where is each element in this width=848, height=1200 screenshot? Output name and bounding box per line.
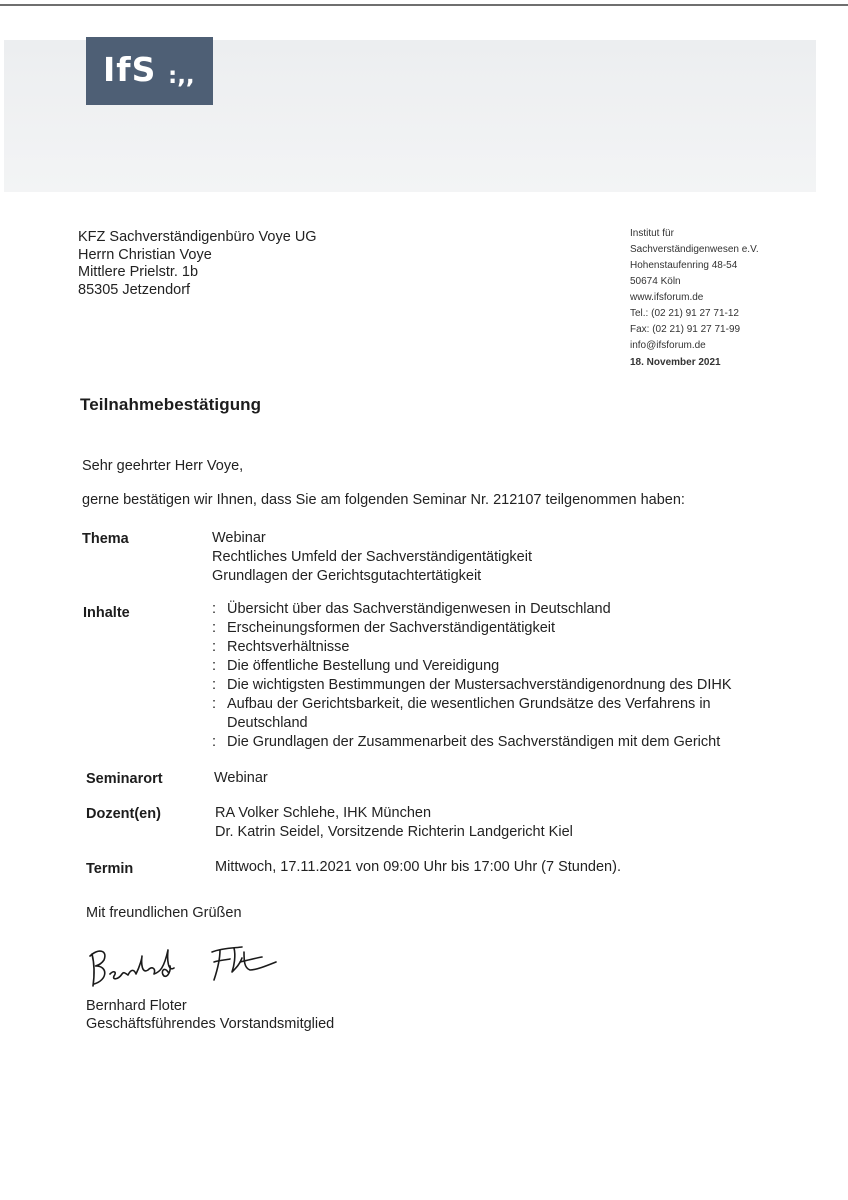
dozent-line: RA Volker Schlehe, IHK München [215,805,432,821]
recipient-line: KFZ Sachverständigenbüro Voye UG [78,229,317,245]
termin-label: Termin [86,861,134,877]
recipient-address [78,229,317,299]
logo-text: IfS [103,50,157,89]
signer-name: Bernhard Floter [86,998,187,1014]
recipient-line: Herrn Christian Voye [78,246,212,263]
inhalte-item [212,638,732,657]
top-rule [0,4,848,6]
sender-email: info@ifsforum.de [630,340,706,351]
thema-label: Thema [82,531,129,547]
inhalte-item-text: Erscheinungsformen der Sachverständigentätigkeit [227,620,556,636]
inhalte-separator: : [212,696,217,712]
recipient-line: 85305 Jetzendorf [78,281,191,298]
document-title: Teilnahmebestätigung [80,395,262,414]
inhalte-list [212,600,732,752]
sender-phone: Tel.: (02 21) 91 27 71-12 [630,308,739,319]
signer-block [86,997,334,1033]
inhalte-item-text: Die wichtigsten Bestimmungen der Mustersachverständigenordnung des DIHK [227,677,732,693]
termin-value: Mittwoch, 17.11.2021 von 09:00 Uhr bis 17:00 Uhr (7 Stunden). [215,859,621,875]
thema-value [212,529,532,586]
signer-role: Geschäftsführendes Vorstandsmitglied [86,1016,335,1032]
inhalte-separator: : [212,601,217,617]
logo-marks: :,, [168,63,195,89]
seminarort-label: Seminarort [86,771,163,787]
sender-address [630,226,759,371]
ifs-logo [86,37,213,105]
dozenten-value [215,804,573,842]
inhalte-separator: : [212,734,217,750]
inhalte-item-text: Rechtsverhältnisse [227,639,350,655]
sender-line: Institut für [630,228,674,239]
inhalte-label: Inhalte [83,605,130,621]
salutation: Sehr geehrter Herr Voye, [82,458,244,474]
sender-website: www.ifsforum.de [630,292,704,303]
handwritten-signature [84,938,294,994]
inhalte-item-text: Die Grundlagen der Zusammenarbeit des Sachverständigen mit dem Gericht [227,734,721,750]
seminarort-value: Webinar [214,770,268,786]
sender-line: 50674 Köln [630,276,681,287]
inhalte-item-text: Übersicht über das Sachverständigenwesen in Deutschland [227,601,611,617]
dozent-line: Dr. Katrin Seidel, Vorsitzende Richterin Landgericht Kiel [215,824,573,840]
thema-line: Grundlagen der Gerichtsgutachtertätigkeit [212,568,482,584]
inhalte-item [212,676,732,695]
inhalte-item-text: Aufbau der Gerichtsbarkeit, die wesentlichen Grundsätze des Verfahrens in [227,696,711,712]
sender-fax: Fax: (02 21) 91 27 71-99 [630,324,741,335]
inhalte-separator: : [212,677,217,693]
intro-text: gerne bestätigen wir Ihnen, dass Sie am folgenden Seminar Nr. 212107 teilgenommen haben: [82,492,685,508]
inhalte-item [212,619,732,638]
signature-text: Bernhard Floter [84,992,91,993]
thema-line: Webinar [212,530,266,546]
sender-line: Hohenstaufenring 48-54 [630,260,738,271]
inhalte-separator: : [212,620,217,636]
inhalte-item-text: Deutschland [227,715,308,731]
thema-line: Rechtliches Umfeld der Sachverständigentätigkeit [212,549,532,565]
inhalte-separator: : [212,658,217,674]
inhalte-item-text: Die öffentliche Bestellung und Vereidigung [227,658,500,674]
recipient-line: Mittlere Prielstr. 1b [78,264,199,281]
letter-date: 18. November 2021 [630,357,721,368]
inhalte-item [212,695,732,733]
sender-line: Sachverständigenwesen e.V. [630,244,759,255]
inhalte-item [212,657,732,676]
inhalte-separator: : [212,639,217,655]
inhalte-item [212,733,732,752]
closing-greeting: Mit freundlichen Grüßen [86,905,242,921]
inhalte-item [212,600,732,619]
dozenten-label: Dozent(en) [86,806,161,822]
